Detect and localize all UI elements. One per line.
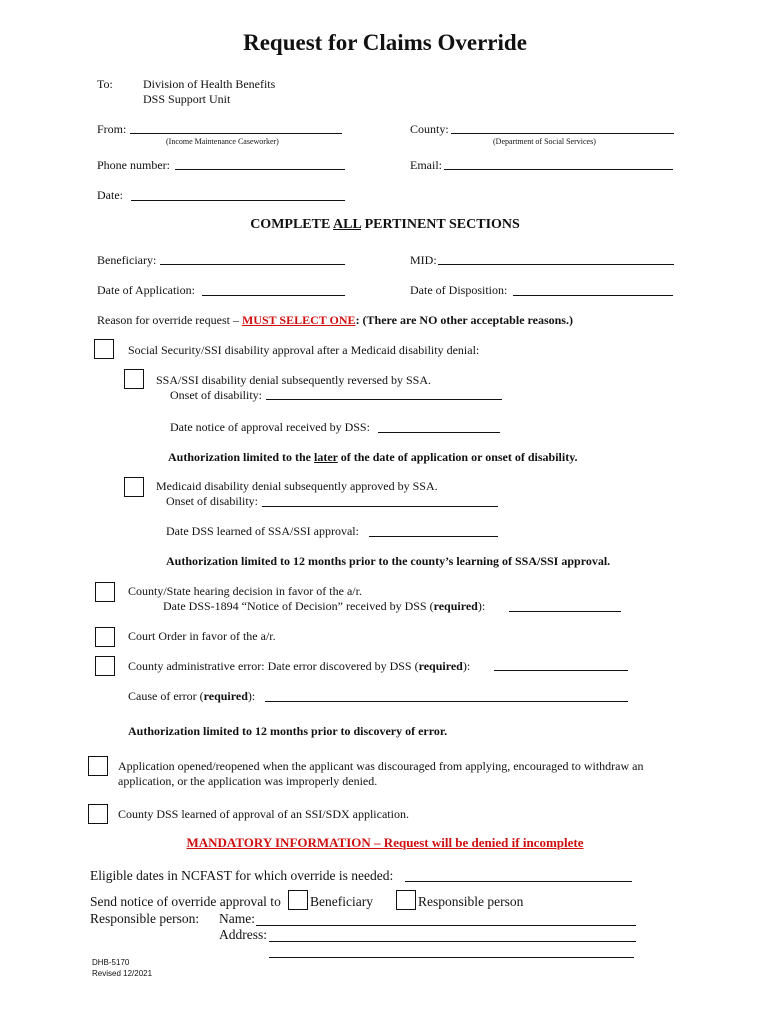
reason-post: : (There are NO other acceptable reasons.) — [355, 313, 573, 327]
page-title: Request for Claims Override — [243, 30, 527, 55]
to-label: To: — [97, 77, 113, 91]
beneficiary-checkbox[interactable] — [288, 890, 308, 910]
ssi-sdx-text: County DSS learned of approval of an SSI/SDX application. — [118, 807, 409, 821]
auth-12-ssa-text: Authorization limited to 12 months prior to the county’s learning of SSA/SSI approval. — [166, 554, 611, 568]
date-dss-learned-field[interactable] — [369, 536, 498, 537]
admin-error-label — [128, 659, 470, 674]
date-application-label: Date of Application: — [97, 283, 195, 297]
mid-field[interactable] — [438, 264, 674, 265]
email-field[interactable] — [444, 169, 673, 170]
hearing-checkbox[interactable] — [95, 582, 115, 602]
responsible-person-option: Responsible person — [418, 894, 524, 909]
onset1-field[interactable] — [266, 399, 502, 400]
cause-req: required — [203, 689, 248, 703]
ssi-approval-text: Social Security/SSI disability approval after a Medicaid disability denial: — [128, 343, 480, 357]
admin-error-pre: County administrative error: Date error discovered by DSS ( — [128, 659, 419, 673]
auth-later-text — [168, 450, 578, 465]
name-field[interactable] — [256, 925, 636, 926]
ssa-reversed-text: SSA/SSI disability denial subsequently reversed by SSA. — [156, 373, 431, 387]
hearing-date-req: required — [433, 599, 478, 613]
beneficiary-option: Beneficiary — [310, 894, 373, 909]
complete-post: PERTINENT SECTIONS — [361, 217, 520, 232]
reason-line — [97, 313, 573, 328]
cause-pre: Cause of error ( — [128, 689, 204, 703]
responsible-person-label: Responsible person: — [90, 911, 200, 926]
to-line1: Division of Health Benefits — [143, 77, 276, 91]
mandatory-heading: MANDATORY INFORMATION – Request will be denied if incomplete — [186, 835, 584, 850]
medicaid-approved-checkbox[interactable] — [124, 477, 144, 497]
phone-field[interactable] — [175, 169, 345, 170]
address-label: Address: — [219, 927, 267, 942]
onset2-field[interactable] — [262, 506, 498, 507]
complete-pre: COMPLETE — [250, 217, 334, 232]
complete-all: ALL — [333, 217, 362, 232]
reason-pre: Reason for override request – — [97, 313, 242, 327]
responsible-person-checkbox[interactable] — [396, 890, 416, 910]
beneficiary-label: Beneficiary: — [97, 253, 157, 267]
mid-label: MID: — [410, 253, 437, 267]
address-field-2[interactable] — [269, 957, 634, 958]
ssi-sdx-checkbox[interactable] — [88, 804, 108, 824]
complete-heading — [0, 217, 770, 233]
date-dss-learned-label: Date DSS learned of SSA/SSI approval: — [166, 524, 359, 538]
date-application-field[interactable] — [202, 295, 345, 296]
auth-later-post: of the date of application or onset of disability. — [337, 450, 578, 464]
county-label: County: — [410, 122, 449, 136]
admin-error-req: required — [418, 659, 463, 673]
county-caption: (Department of Social Services) — [493, 137, 596, 146]
auth-12-error-text: Authorization limited to 12 months prior to discovery of error. — [128, 724, 448, 738]
discouraged-checkbox[interactable] — [88, 756, 108, 776]
county-field[interactable] — [451, 133, 674, 134]
onset1-label: Onset of disability: — [170, 388, 262, 402]
ssa-reversed-checkbox[interactable] — [124, 369, 144, 389]
cause-label — [128, 689, 255, 704]
hearing-date-field[interactable] — [509, 611, 621, 612]
admin-error-field[interactable] — [494, 670, 628, 671]
cause-post: ): — [247, 689, 256, 703]
admin-error-post: ): — [462, 659, 471, 673]
auth-later-word: later — [314, 450, 338, 464]
from-caption: (Income Maintenance Caseworker) — [166, 137, 279, 146]
date-disposition-label: Date of Disposition: — [410, 283, 508, 297]
date-field[interactable] — [131, 200, 345, 201]
discouraged-text-1: Application opened/reopened when the applicant was discouraged from applying, encouraged to withdraw an — [118, 759, 644, 773]
beneficiary-field[interactable] — [160, 264, 345, 265]
hearing-text: County/State hearing decision in favor of the a/r. — [128, 584, 362, 598]
onset2-label: Onset of disability: — [166, 494, 258, 508]
date-label: Date: — [97, 188, 123, 202]
email-label: Email: — [410, 158, 442, 172]
medicaid-approved-text: Medicaid disability denial subsequently approved by SSA. — [156, 479, 438, 493]
revised-date: Revised 12/2021 — [92, 969, 153, 978]
eligible-dates-label: Eligible dates in NCFAST for which override is needed: — [90, 868, 394, 883]
send-notice-label: Send notice of override approval to — [90, 894, 281, 909]
date-notice-label: Date notice of approval received by DSS: — [170, 420, 370, 434]
auth-later-pre: Authorization limited to the — [168, 450, 314, 464]
form-id: DHB-5170 — [92, 958, 130, 967]
hearing-date-label — [163, 599, 485, 614]
name-label: Name: — [219, 911, 255, 926]
date-disposition-field[interactable] — [513, 295, 673, 296]
court-order-checkbox[interactable] — [95, 627, 115, 647]
address-field-1[interactable] — [269, 941, 636, 942]
eligible-dates-field[interactable] — [405, 881, 632, 882]
from-label: From: — [97, 122, 127, 136]
phone-label: Phone number: — [97, 158, 170, 172]
court-order-text: Court Order in favor of the a/r. — [128, 629, 276, 643]
hearing-date-post: ): — [477, 599, 486, 613]
to-line2: DSS Support Unit — [143, 92, 231, 106]
cause-field[interactable] — [265, 701, 628, 702]
date-notice-field[interactable] — [378, 432, 500, 433]
discouraged-text-2: application, or the application was improperly denied. — [118, 774, 378, 788]
from-field[interactable] — [130, 133, 342, 134]
reason-must: MUST SELECT ONE — [241, 313, 356, 327]
hearing-date-pre: Date DSS-1894 “Notice of Decision” received by DSS ( — [163, 599, 434, 613]
admin-error-checkbox[interactable] — [95, 656, 115, 676]
ssi-approval-checkbox[interactable] — [94, 339, 114, 359]
